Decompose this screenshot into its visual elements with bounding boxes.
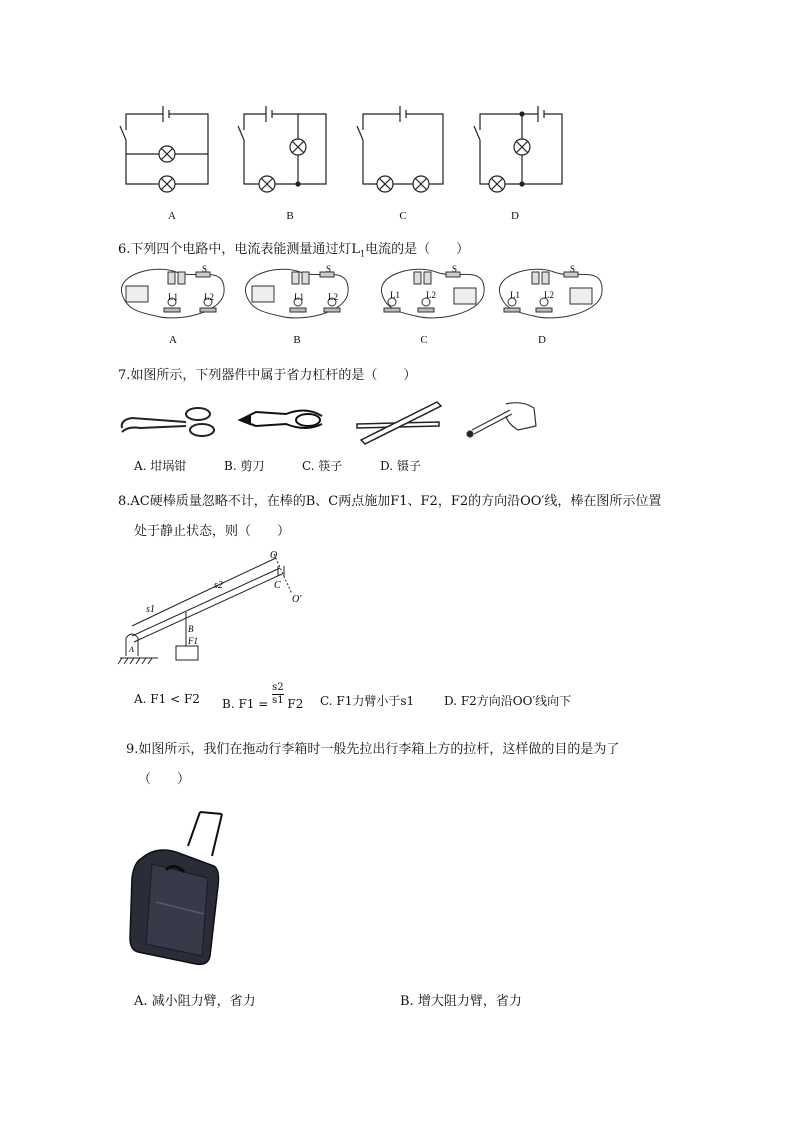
luggage-image — [126, 806, 226, 970]
q6a-l2-label: L2 — [204, 292, 214, 302]
q6-text-sub: 1 — [360, 249, 366, 259]
q6-diagram-d — [494, 264, 606, 324]
q8-option-b-denominator: s1 — [272, 695, 284, 706]
q8-option-b-fraction — [272, 682, 284, 707]
q6-diagram-b — [240, 264, 352, 324]
q5-label-a: A — [168, 210, 176, 222]
q6d-s-label: S — [570, 264, 576, 274]
q6b-l1-label: L1 — [294, 292, 304, 302]
q8-option-b[interactable] — [222, 682, 304, 711]
q5-label-c: C — [399, 210, 407, 222]
q8-lever-figure — [118, 546, 308, 666]
circuit-c-diagram — [355, 100, 455, 190]
q6-text-prefix: 6.下列四个电路中，电流表能测量通过灯L — [118, 242, 361, 257]
q8-option-b-prefix: B. F1 = — [222, 697, 273, 711]
q7-option-a[interactable]: A. 坩埚钳 — [134, 459, 187, 473]
q7-option-b[interactable]: B. 剪刀 — [224, 459, 265, 473]
q6c-s-label: S — [452, 264, 458, 274]
q6a-l1-label: L1 — [168, 292, 178, 302]
q6-label-b: B — [293, 334, 301, 346]
tweezers-image — [462, 396, 542, 446]
q6-diagram-a — [116, 264, 228, 324]
q9-question-text: 9.如图所示，我们在拖动行李箱时一般先拉出行李箱上方的拉杆，这样做的目的是为了 — [126, 742, 620, 757]
q8-option-d[interactable]: D. F2方向沿OO′线向下 — [444, 694, 572, 708]
q6-label-c: C — [420, 334, 428, 346]
q8-label-a: A — [129, 645, 134, 654]
q6-label-d: D — [538, 334, 546, 346]
circuit-b-diagram — [236, 100, 336, 190]
q5-label-b: B — [286, 210, 294, 222]
q8-label-b: B — [188, 624, 194, 634]
q8-option-b-suffix: F2 — [287, 697, 304, 711]
q8-label-c: C — [274, 580, 281, 591]
q7-option-d[interactable]: D. 镊子 — [380, 459, 421, 473]
q6d-l1-label: L1 — [510, 290, 520, 300]
circuit-d-diagram — [472, 100, 572, 190]
q6-diagram-c — [376, 264, 488, 324]
q6c-l2-label: L2 — [426, 290, 436, 300]
q8-label-o: O — [270, 550, 278, 561]
q6-text-suffix: 电流的是（ ） — [365, 242, 470, 257]
q8-question-line1: 8.AC硬棒质量忽略不计，在棒的B、C两点施加F1、F2，F2的方向沿OO′线，棒在图所示位置 — [118, 494, 662, 509]
q6-label-a: A — [169, 334, 177, 346]
q6b-s-label: S — [326, 264, 332, 274]
q9-option-b[interactable]: B. 增大阻力臂，省力 — [400, 994, 522, 1009]
q6a-s-label: S — [202, 264, 208, 274]
q8-option-a[interactable]: A. F1 < F2 — [134, 692, 200, 706]
q7-question-text: 7.如图所示，下列器件中属于省力杠杆的是（ ） — [118, 368, 417, 383]
q6-question-text — [118, 238, 469, 259]
q8-label-f1: F1 — [188, 636, 198, 646]
q6b-l2-label: L2 — [328, 292, 338, 302]
scissors-image — [236, 402, 326, 442]
q8-label-s2: s2 — [214, 580, 223, 591]
q9-option-a[interactable]: A. 减小阻力臂，省力 — [134, 994, 256, 1009]
circuit-a-diagram — [118, 100, 218, 190]
chopsticks-image — [355, 396, 445, 446]
q5-label-d: D — [511, 210, 519, 222]
q8-question-line2: 处于静止状态，则（ ） — [134, 524, 291, 539]
crucible-tongs-image — [118, 402, 218, 442]
q6c-l1-label: L1 — [390, 290, 400, 300]
q8-label-s1: s1 — [146, 604, 155, 615]
q8-label-o-prime: O′ — [292, 594, 302, 605]
q7-option-c[interactable]: C. 筷子 — [302, 459, 343, 473]
q6d-l2-label: L2 — [544, 290, 554, 300]
q9-bracket: （ ） — [138, 772, 191, 787]
q8-option-c[interactable]: C. F1力臂小于s1 — [320, 694, 415, 708]
q8-option-b-numerator: s2 — [272, 682, 284, 693]
